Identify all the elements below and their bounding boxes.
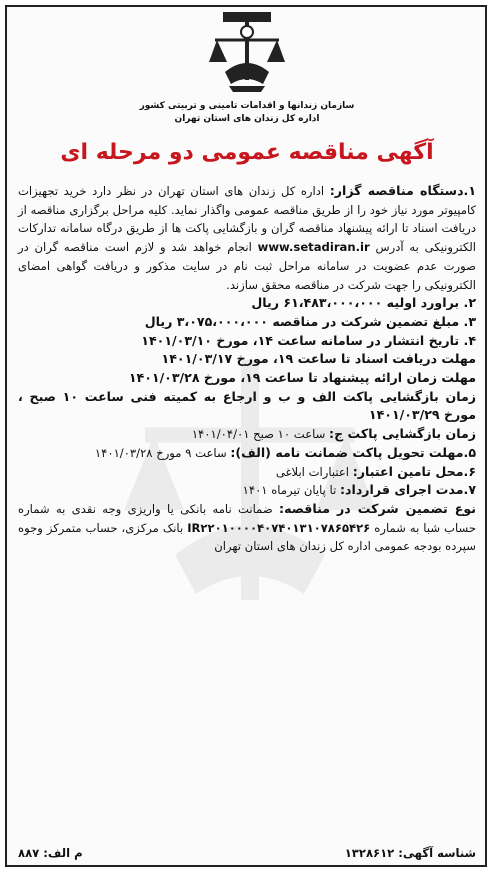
publication-code: م الف: ۸۸۷ bbox=[18, 846, 83, 860]
opening-envelopes-ab: زمان بازگشایی پاکت الف و ب و ارجاع به کمیته فنی ساعت ۱۰ صبح ، مورخ ۱۴۰۱/۰۳/۲۹ bbox=[18, 388, 476, 423]
org-line-1: سازمان زندانها و اقدامات تامینی و تربیتی کشور bbox=[139, 101, 355, 111]
guarantee-iban: IR۲۲۰۱۰۰۰۰۴۰۷۴۰۱۳۱۰۷۸۶۵۴۲۶ bbox=[187, 520, 371, 535]
justice-scales-emblem-icon bbox=[205, 10, 289, 94]
opening-envelope-c-label: زمان بازگشایی پاکت ج: bbox=[329, 426, 476, 442]
item-7-value: تا پایان تیرماه ۱۴۰۱ bbox=[242, 483, 337, 498]
organization-name bbox=[0, 100, 494, 126]
notice-body bbox=[18, 182, 476, 556]
item-3-guarantee-amount: ۳. مبلغ تضمین شرکت در مناقصه ۳،۰۷۵،۰۰۰،۰۰۰ ریال bbox=[144, 313, 476, 329]
notice-footer bbox=[18, 846, 476, 860]
item-1-text-b: انجام خواهد شد و لازم است مناقصه گران در صورت عدم عضویت در سامانه مراحل ثبت نام در سایت مذکور و دریافت گواهی امضای الکترونیکی را جهت شرکت در مناقصه محقق سازند. bbox=[18, 240, 476, 292]
item-6-funding bbox=[18, 463, 476, 482]
item-6-label: ۶.محل تامین اعتبار: bbox=[352, 463, 476, 479]
tender-portal-url[interactable]: www.setadiran.ir bbox=[257, 240, 370, 255]
item-1-label: ۱.دستگاه مناقصه گزار: bbox=[329, 183, 476, 198]
guarantee-type bbox=[18, 500, 476, 556]
ad-id: شناسه آگهی: ۱۳۲۸۶۱۲ bbox=[344, 846, 476, 860]
guarantee-type-label: نوع تضمین شرکت در مناقصه: bbox=[279, 500, 476, 516]
guarantee-text-b: بانک مرکزی، حساب متمرکز وجوه سپرده بودجه عمومی اداره کل زندان های استان تهران bbox=[18, 520, 476, 554]
deadline-documents: مهلت دریافت اسناد تا ساعت ۱۹، مورخ ۱۴۰۱/۰۳/۱۷ bbox=[161, 351, 476, 367]
guarantee-text-a: ضمانت نامه بانکی یا واریزی وجه نقدی به شماره حساب شبا به شماره bbox=[18, 501, 477, 535]
item-1-text-a: اداره کل زندان های استان تهران در نظر دارد خرید تجهیزات کامپیوتر مورد نیاز خود را از طریق مناقصه عمومی واگذار نماید. کلیه مراحل برگزاری مناقصه از دریافت اسناد تا ارائه پیشنهاد مناقصه گران و بازگشایی پاکت ها از طریق درگاه سامانه تدارکات الکترونیکی به آدرس bbox=[18, 184, 477, 255]
item-1 bbox=[18, 182, 476, 294]
item-5-label: ۵.مهلت تحویل پاکت ضمانت نامه (الف): bbox=[230, 444, 476, 460]
item-5-guarantee-delivery bbox=[18, 444, 476, 463]
item-6-value: اعتبارات ابلاغی bbox=[275, 464, 349, 479]
item-4-publish-date: ۴. تاریخ انتشار در سامانه ساعت ۱۴، مورخ ۱۴۰۱/۰۳/۱۰ bbox=[141, 332, 476, 348]
opening-envelope-c-value: ساعت ۱۰ صبح ۱۴۰۱/۰۴/۰۱ bbox=[191, 427, 326, 442]
item-5-value: ساعت ۹ مورخ ۱۴۰۱/۰۳/۲۸ bbox=[94, 445, 227, 460]
item-2-estimate: ۲. براورد اولیه ۶۱،۴۸۳،۰۰۰،۰۰۰ ریال bbox=[251, 295, 476, 311]
item-7-duration bbox=[18, 481, 476, 500]
item-7-label: ۷.مدت اجرای قرارداد: bbox=[340, 482, 476, 498]
deadline-proposals: مهلت زمان ارائه پیشنهاد تا ساعت ۱۹، مورخ ۱۴۰۱/۰۳/۲۸ bbox=[128, 370, 476, 386]
opening-envelope-c bbox=[18, 425, 476, 444]
org-line-2: اداره کل زندان های استان تهران bbox=[174, 114, 320, 124]
notice-title: آگهی مناقصه عمومی دو مرحله ای bbox=[60, 140, 434, 165]
